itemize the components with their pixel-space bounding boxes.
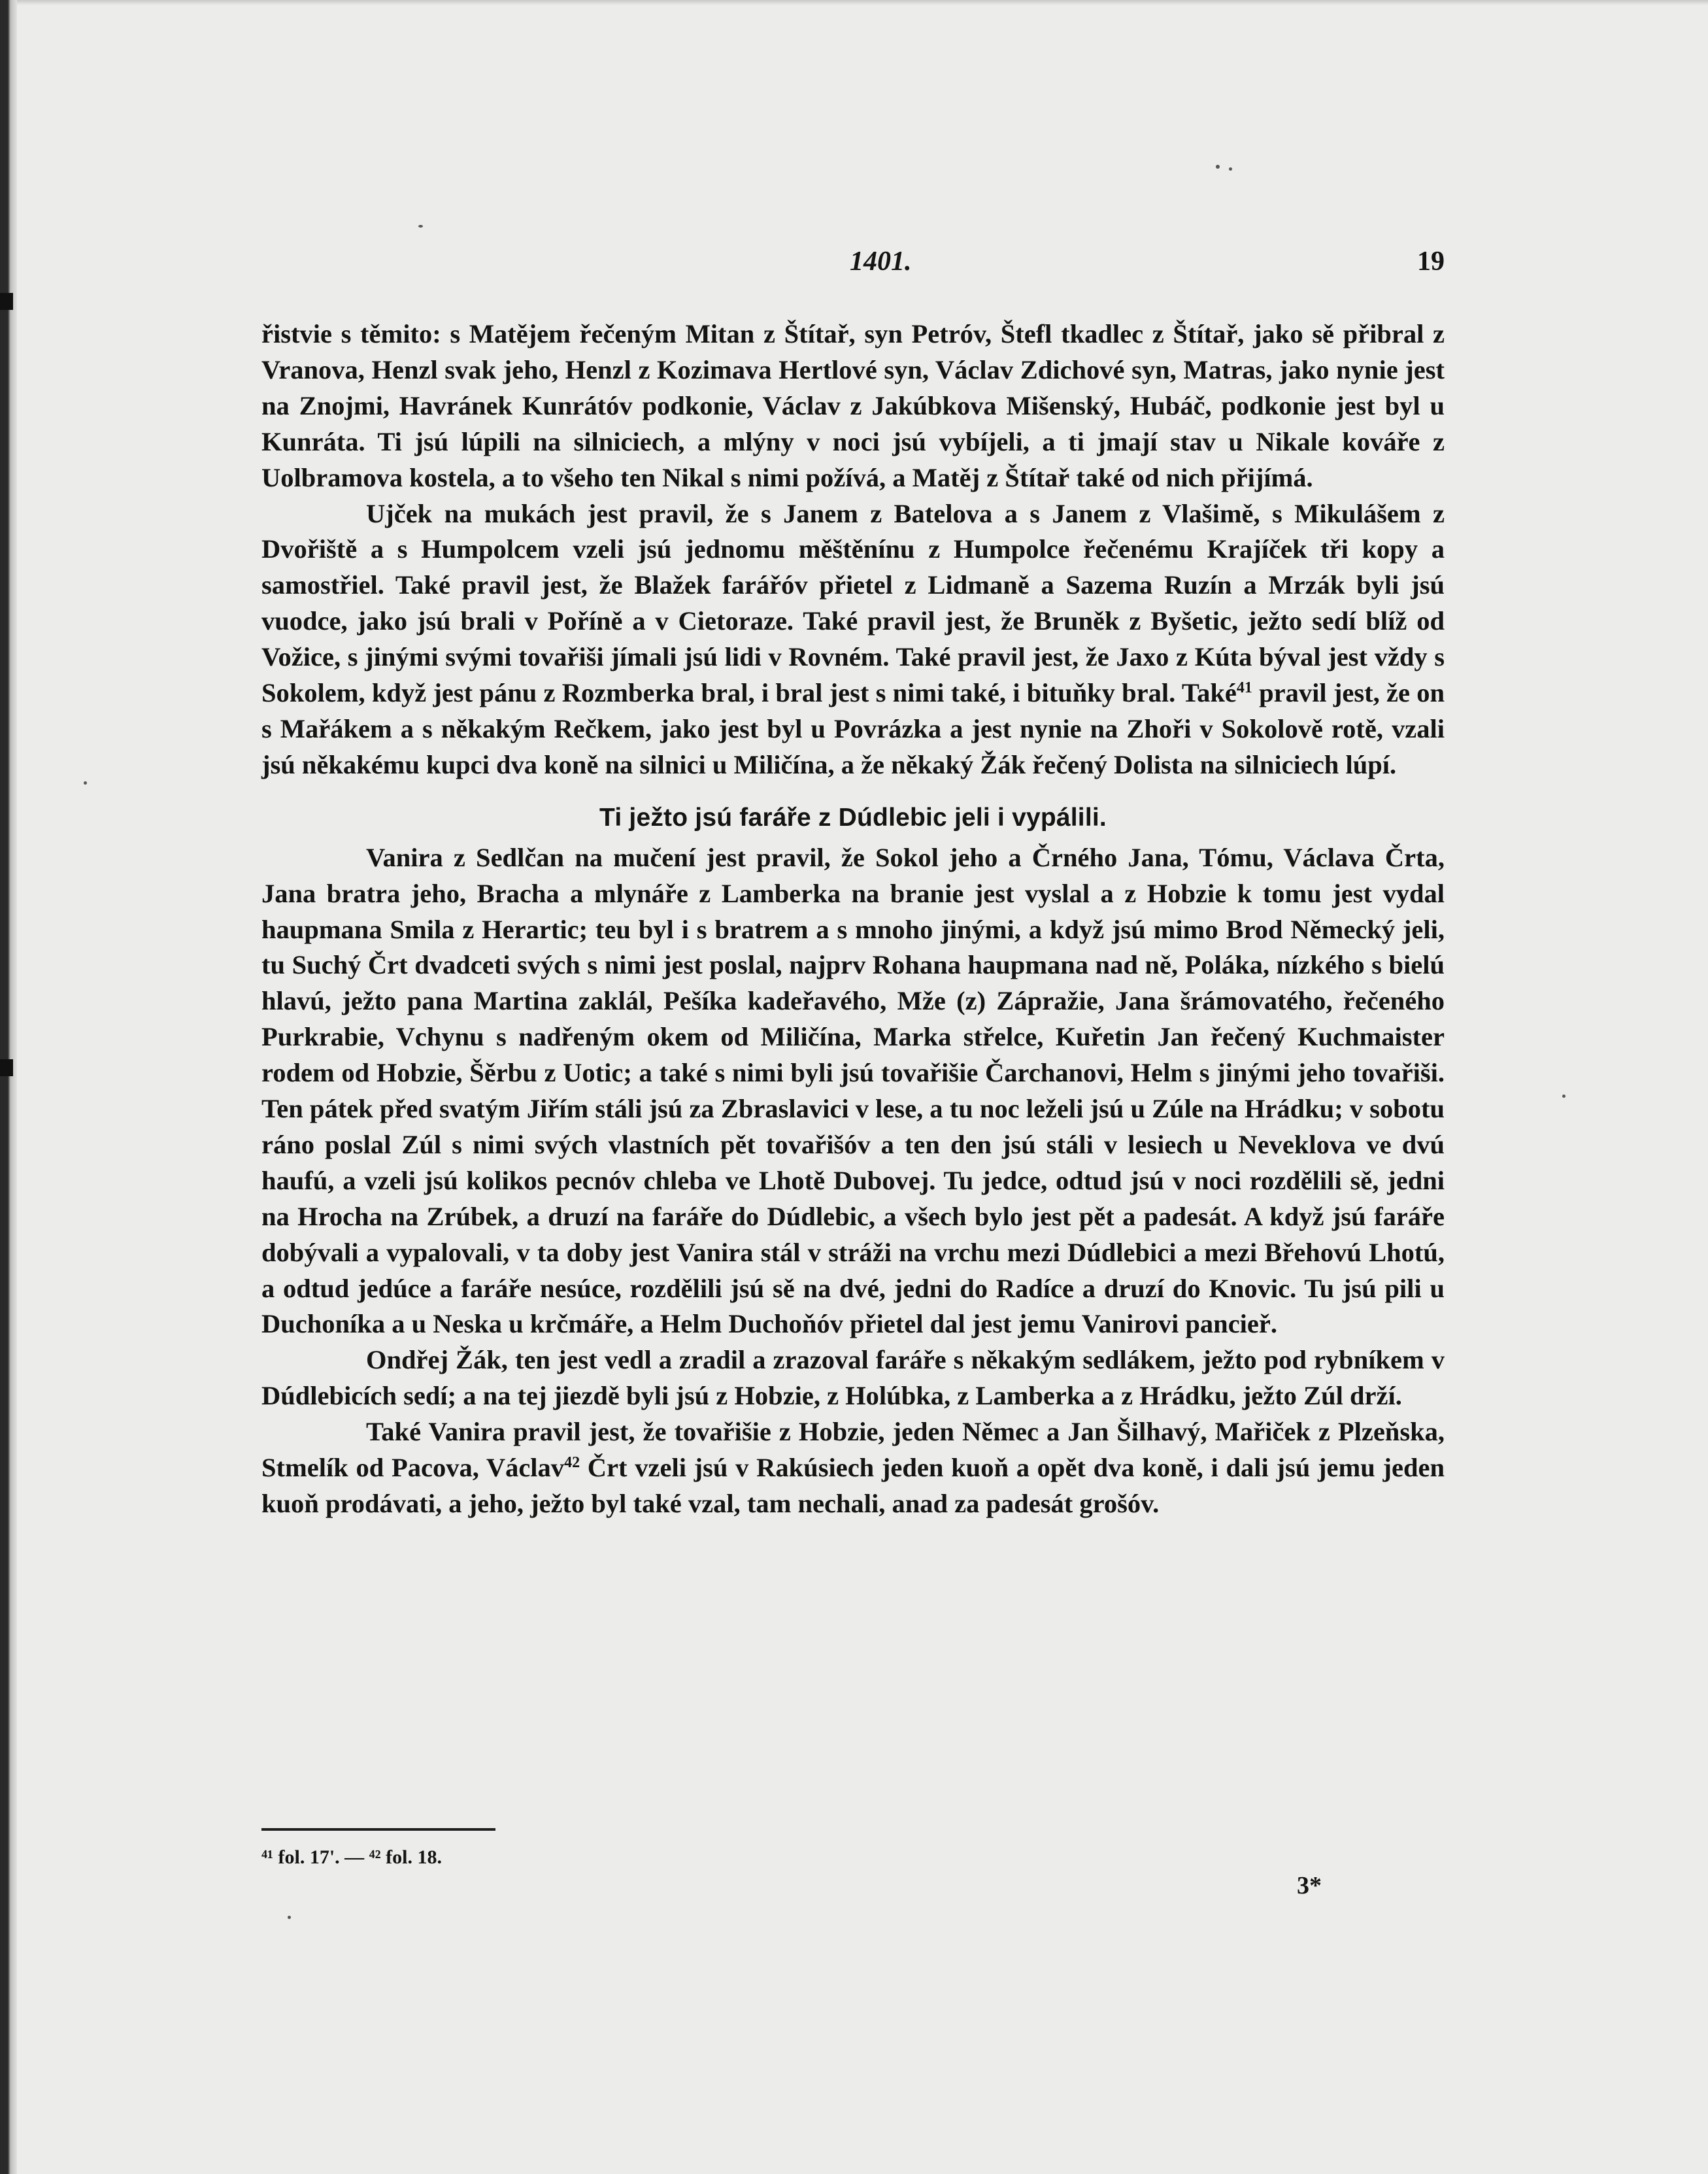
scan-speck (418, 225, 423, 228)
paragraph-4: Ondřej Žák, ten jest vedl a zradil a zrazoval faráře s někakým sedlákem, ježto pod rybníkem v Dúdlebicích sedí; a na tej jiezdě byli jsú z Hobzie, z Holúbka, z Lamberka a z Hrádku, ježto Zúl drží. (261, 1345, 1445, 1411)
footnotes: ⁴¹ fol. 17'. — ⁴² fol. 18. (261, 1846, 442, 1868)
page-top-edge (17, 0, 1708, 5)
scan-speck (84, 781, 87, 785)
scan-speck (288, 1916, 291, 1919)
paragraph-5-text: Také Vanira pravil jest, že tovařišie z Hobzie, jeden Němec a Jan Šilhavý, Mařiček z Plzeňska, Stmelík od Pacova, Václav (261, 1417, 1445, 1483)
paragraph-5 (261, 1414, 1445, 1522)
paragraph-2 (261, 496, 1445, 783)
binding-hole-mark (0, 293, 13, 310)
footnote-ref-42: 42 (564, 1454, 580, 1472)
running-head-year: 1401. (850, 246, 912, 277)
paragraph-2-text: Ujček na mukách jest pravil, že s Janem z Batelova a s Janem z Vlašimě, s Mikulášem z Dvořiště a s Humpolcem vzeli jsú jednomu měštěnínu z Humpolce řečenému Krajíček tři kopy a samostřiel. Také pravil jest, že Blažek farářóv přietel z Lidmaně a Sazema Ruzín a Mrzák byli jsú vuodce, jako jsú brali v Poříně a v Cietoraze. Také pravil jest, že Bruněk z Byšetic, ježto sedí blíž od Vožice, s jinými svými tovařiši jímali jsú lidi v Rovném. Také pravil jest, že Jaxo z Kúta býval jest vždy s Sokolem, když jest pánu z Rozmberka bral, i bral jest s nimi také, i bituňky bral. Také (261, 498, 1445, 708)
paragraph-5-text-cont: Črt vzeli jsú v Rakúsiech jeden kuoň a opět dva koně, i dali jsú jemu jeden kuoň prodávati, a jeho, ježto byl také vzal, tam nechali, anad za padesát grošóv. (261, 1453, 1445, 1518)
binding-edge (0, 0, 17, 2174)
paragraph-3: Vanira z Sedlčan na mučení jest pravil, že Sokol jeho a Črného Jana, Tómu, Václava Črta, Jana bratra jeho, Bracha a mlynáře z Lamberka na branie jest vyslal a z Hobzie k tomu jest vydal haupmana Smila z Herartic; teu byl i s bratrem a s mnoho jinými, a když jsú mimo Brod Německý jeli, tu Suchý Črt dvadceti svých s nimi jest poslal, najprv Rohana haupmana nad ně, Poláka, nízkého s bielú hlavú, ježto pana Martina zaklál, Pešíka kadeřavého, Mže (z) Zápražie, Jana šrámovatého, řečeného Purkrabie, Vchynu s nadřeným okem od Miličína, Marka střelce, Kuřetin Jan řečený Kuchmaister rodem od Hobzie, Šěrbu z Uotic; a také s nimi byli jsú tovařišie Čarchanovi, Helm s jinými jeho tovařiši. Ten pátek před svatým Jiřím stáli jsú za Zbraslavici v lese, a tu noc leželi jsú u Zúle na Hrádku; v sobotu ráno poslal Zúl s nimi svých vlastních pět tovařišóv a ten den jsú stáli v lesiech u Neveklova ve dvú haufú, a vzeli jsú kolikos pecnóv chleba ve Lhotě Dubovej. Tu jedce, odtud jsú v noci rozdělili sě, jedni na Hrocha na Zrúbek, a druzí na faráře do Dúdlebic, a všech bylo jest pět a padesát. A když jsú faráře dobývali a vypalovali, v ta doby jest Vanira stál v stráži na vrchu mezi Dúdlebici a mezi Břehovú Lhotú, a odtud jedúce a faráře nesúce, rozdělili jsú sě na dvé, jedni do Radíce a druzí do Knovic. Tu jsú pili u Duchoníka a u Neska u krčmáře, a Helm Duchoňóv přietel dal jest jemu Vanirovi pancieř. (261, 842, 1445, 1339)
scan-speck (1562, 1095, 1566, 1098)
section-heading: Ti ježto jsú faráře z Dúdlebic jeli i vypálili. (599, 803, 1107, 832)
scan-speck (1229, 167, 1232, 171)
footnote-divider (261, 1828, 495, 1831)
paragraph-1: řistvie s těmito: s Matějem řečeným Mitan z Štítař, syn Petróv, Štefl tkadlec z Štítař, jako sě přibral z Vranova, Henzl svak jeho, Henzl z Kozimava Hertlové syn, Václav Zdichové syn, Matras, jako nynie jest na Znojmi, Havránek Kunrátóv podkonie, Václav z Jakúbkova Mišenský, Hubáč, podkonie jest byl u Kunráta. Ti jsú lúpili na silniciech, a mlýny v noci jsú vybíjeli, a ti jmají stav u Nikale kováře z Uolbramova kostela, a to všeho ten Nikal s nimi požívá, a Matěj z Štítař také od nich přijímá. (261, 319, 1445, 492)
page-number: 19 (1417, 246, 1445, 277)
page-header (196, 246, 1445, 292)
binding-hole-mark (0, 1059, 13, 1076)
signature-mark: 3* (1297, 1872, 1322, 1899)
main-text (261, 316, 1445, 1522)
footnote-ref-41: 41 (1236, 679, 1252, 697)
paragraph-2-text-cont: pravil jest, že on s Mařákem a s někakým Rečkem, jako jest byl u Povrázka a jest nynie na Zhoři v Sokolově rotě, vzali jsú někakému kupci dva koně na silnici u Miličína, a že někaký Žák řečený Dolista na silniciech lúpí. (261, 678, 1445, 779)
scan-speck (1216, 165, 1220, 169)
